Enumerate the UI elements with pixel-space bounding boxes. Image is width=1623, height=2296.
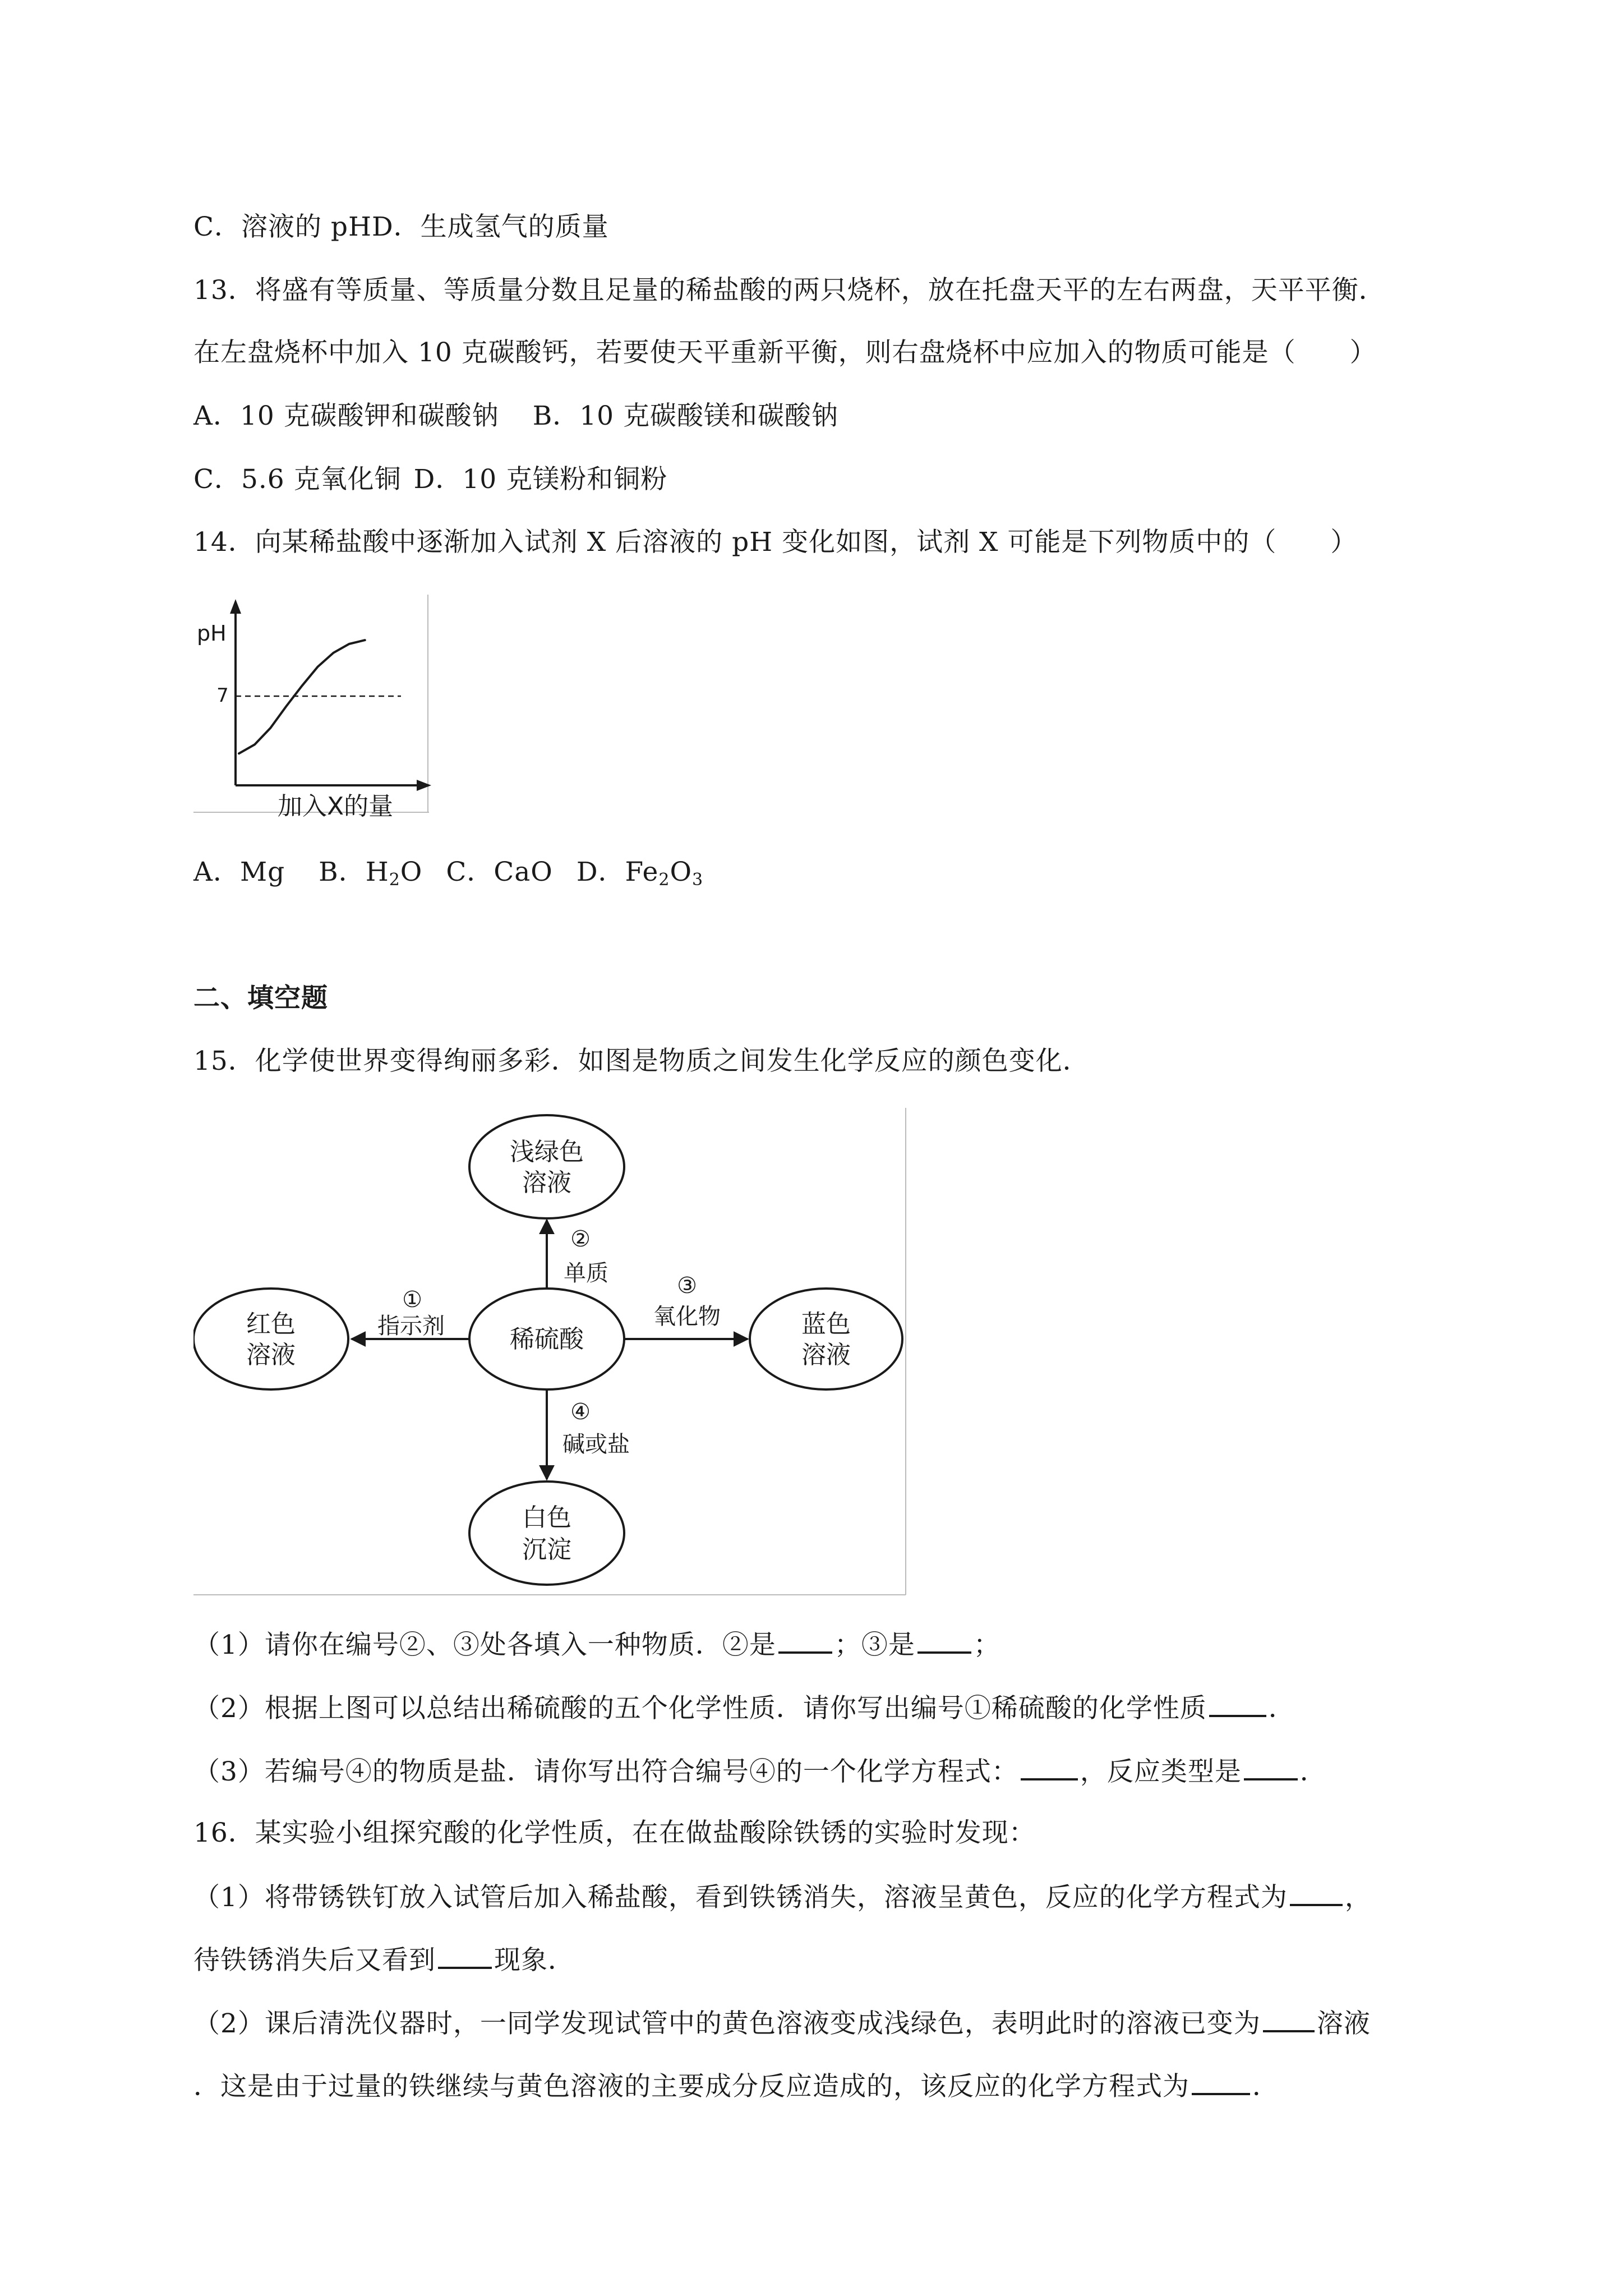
node-right-line1: 蓝色 bbox=[801, 1310, 851, 1338]
q14-option-a: A．Mg bbox=[193, 857, 285, 887]
q16-sub2-text-c: ．这是由于过量的铁继续与黄色溶液的主要成分反应造成的，该反应的化学方程式为 bbox=[193, 2071, 1189, 2102]
node-top-line1: 浅绿色 bbox=[510, 1138, 584, 1166]
q15-stem: 15．化学使世界变得绚丽多彩．如图是物质之间发生化学反应的颜色变化． bbox=[193, 1046, 1090, 1076]
arrow2-number: ② bbox=[570, 1226, 591, 1252]
reaction-diagram bbox=[193, 1108, 917, 1604]
q13-option-a: A．10 克碳酸钾和碳酸钠 bbox=[193, 401, 499, 431]
node-bottom-line2: 沉淀 bbox=[522, 1535, 571, 1564]
arrow2-label: 单质 bbox=[564, 1260, 608, 1286]
q15-sub2 bbox=[193, 1690, 1295, 1726]
ph-chart-svg bbox=[193, 595, 440, 819]
node-bottom-line1: 白色 bbox=[522, 1503, 571, 1532]
arrow4-label: 碱或盐 bbox=[562, 1432, 630, 1457]
q15-sub1-text-a: （1）请你在编号②、③处各填入一种物质．②是 bbox=[193, 1630, 776, 1660]
q15-sub1 bbox=[193, 1627, 1000, 1662]
answer-blank-3[interactable] bbox=[917, 1627, 971, 1654]
q14-option-b: B．$H_2O$ bbox=[319, 857, 423, 890]
q15-sub3-text-c: ． bbox=[1299, 1756, 1327, 1787]
q13-stem-line2: 在左盘烧杯中加入 10 克碳酸钙，若要使天平重新平衡，则右盘烧杯中应加入的物质可能是（ ） bbox=[193, 337, 1377, 368]
q14-options bbox=[193, 855, 703, 897]
node-center-label: 稀硫酸 bbox=[510, 1325, 584, 1354]
arrow3-label: 氧化物 bbox=[653, 1304, 721, 1329]
x-axis-label: 加入X的量 bbox=[278, 792, 394, 819]
answer-blank-equation-4[interactable] bbox=[1021, 1754, 1078, 1780]
q15-sub2-text-a: （2）根据上图可以总结出稀硫酸的五个化学性质．请你写出编号①稀硫酸的化学性质 bbox=[193, 1693, 1207, 1724]
q12-options-cd bbox=[193, 210, 609, 244]
q16-sub2-line2 bbox=[193, 2068, 1279, 2104]
q15-sub3-text-a: （3）若编号④的物质是盐．请你写出符合编号④的一个化学方程式： bbox=[193, 1756, 1018, 1787]
node-left-line1: 红色 bbox=[246, 1310, 296, 1338]
answer-blank-solution[interactable] bbox=[1263, 2005, 1315, 2032]
q12-option-c: C．溶液的 pH bbox=[193, 211, 372, 242]
arrow4-number: ④ bbox=[570, 1399, 591, 1425]
q14-stem: 14．向某稀盐酸中逐渐加入试剂 X 后溶液的 pH 变化如图，试剂 X 可能是下列物质中的（ ） bbox=[193, 527, 1358, 558]
y-axis-label: pH bbox=[197, 621, 227, 646]
answer-blank-2[interactable] bbox=[778, 1627, 832, 1654]
q16-sub1-line1 bbox=[193, 1879, 1372, 1915]
answer-blank-phenomenon[interactable] bbox=[438, 1942, 492, 1969]
q16-sub1-text-c: 待铁锈消失后又看到 bbox=[193, 1945, 436, 1976]
q13-option-c: C．5.6 克氧化铜 bbox=[193, 464, 402, 495]
node-left-line2: 溶液 bbox=[246, 1341, 296, 1369]
q16-sub1-text-d: 现象． bbox=[494, 1945, 575, 1976]
node-right-line2: 溶液 bbox=[801, 1341, 851, 1369]
node-bottom bbox=[469, 1481, 624, 1585]
q16-sub1-text-b: ， bbox=[1344, 1882, 1372, 1913]
reaction-diagram-svg bbox=[193, 1108, 917, 1602]
arrow3-number: ③ bbox=[677, 1273, 697, 1299]
q16-sub1-text-a: （1）将带锈铁钉放入试管后加入稀盐酸，看到铁锈消失，溶液呈黄色，反应的化学方程式为 bbox=[193, 1882, 1288, 1913]
q15-sub1-text-b: ；③是 bbox=[834, 1630, 915, 1660]
arrow1-number: ① bbox=[402, 1287, 422, 1313]
q13-options-ab bbox=[193, 399, 838, 433]
q16-sub2-text-a: （2）课后清洗仪器时，一同学发现试管中的黄色溶液变成浅绿色，表明此时的溶液已变为 bbox=[193, 2008, 1261, 2039]
q14-option-c: C．CaO bbox=[446, 857, 553, 887]
q15-sub3-text-b: ，反应类型是 bbox=[1080, 1756, 1242, 1787]
q16-sub2-text-b: 溶液 bbox=[1316, 2008, 1371, 2039]
q13-stem-line1: 13．将盛有等质量、等质量分数且足量的稀盐酸的两只烧杯，放在托盘天平的左右两盘，天平平衡． bbox=[193, 275, 1386, 306]
answer-blank-property-1[interactable] bbox=[1209, 1690, 1266, 1717]
arrow1-label: 指示剂 bbox=[377, 1313, 445, 1339]
ph-chart bbox=[193, 595, 440, 821]
answer-blank-iron-equation[interactable] bbox=[1192, 2068, 1250, 2095]
q12-option-d: D．生成氢气的质量 bbox=[371, 211, 609, 242]
y-axis-arrow-icon bbox=[230, 599, 241, 614]
x-axis-arrow-icon bbox=[417, 780, 431, 791]
q13-options-cd bbox=[193, 463, 667, 496]
answer-blank-reaction-type[interactable] bbox=[1244, 1754, 1298, 1780]
q16-sub2-line1 bbox=[193, 2005, 1371, 2041]
answer-blank-rust-equation[interactable] bbox=[1290, 1879, 1343, 1906]
node-right bbox=[750, 1289, 902, 1389]
q15-sub2-text-b: ． bbox=[1268, 1693, 1295, 1724]
node-left bbox=[193, 1289, 348, 1389]
ph7-label: 7 bbox=[216, 684, 229, 707]
q13-option-d: D．10 克镁粉和铜粉 bbox=[413, 464, 668, 495]
node-top-line2: 溶液 bbox=[522, 1168, 571, 1197]
node-top bbox=[469, 1115, 624, 1218]
q15-sub3 bbox=[193, 1754, 1327, 1789]
q16-sub1-line2 bbox=[193, 1942, 575, 1977]
q15-sub1-text-c: ； bbox=[973, 1630, 1000, 1660]
q16-stem: 16．某实验小组探究酸的化学性质，在在做盐酸除铁锈的实验时发现： bbox=[193, 1818, 1036, 1848]
q16-sub2-text-d: ． bbox=[1252, 2071, 1279, 2102]
q14-option-d: D．$Fe_2O_3$ bbox=[576, 857, 704, 890]
q13-option-b: B．10 克碳酸镁和碳酸钠 bbox=[532, 401, 838, 431]
section-heading-fill-in: 二、填空题 bbox=[193, 983, 328, 1014]
